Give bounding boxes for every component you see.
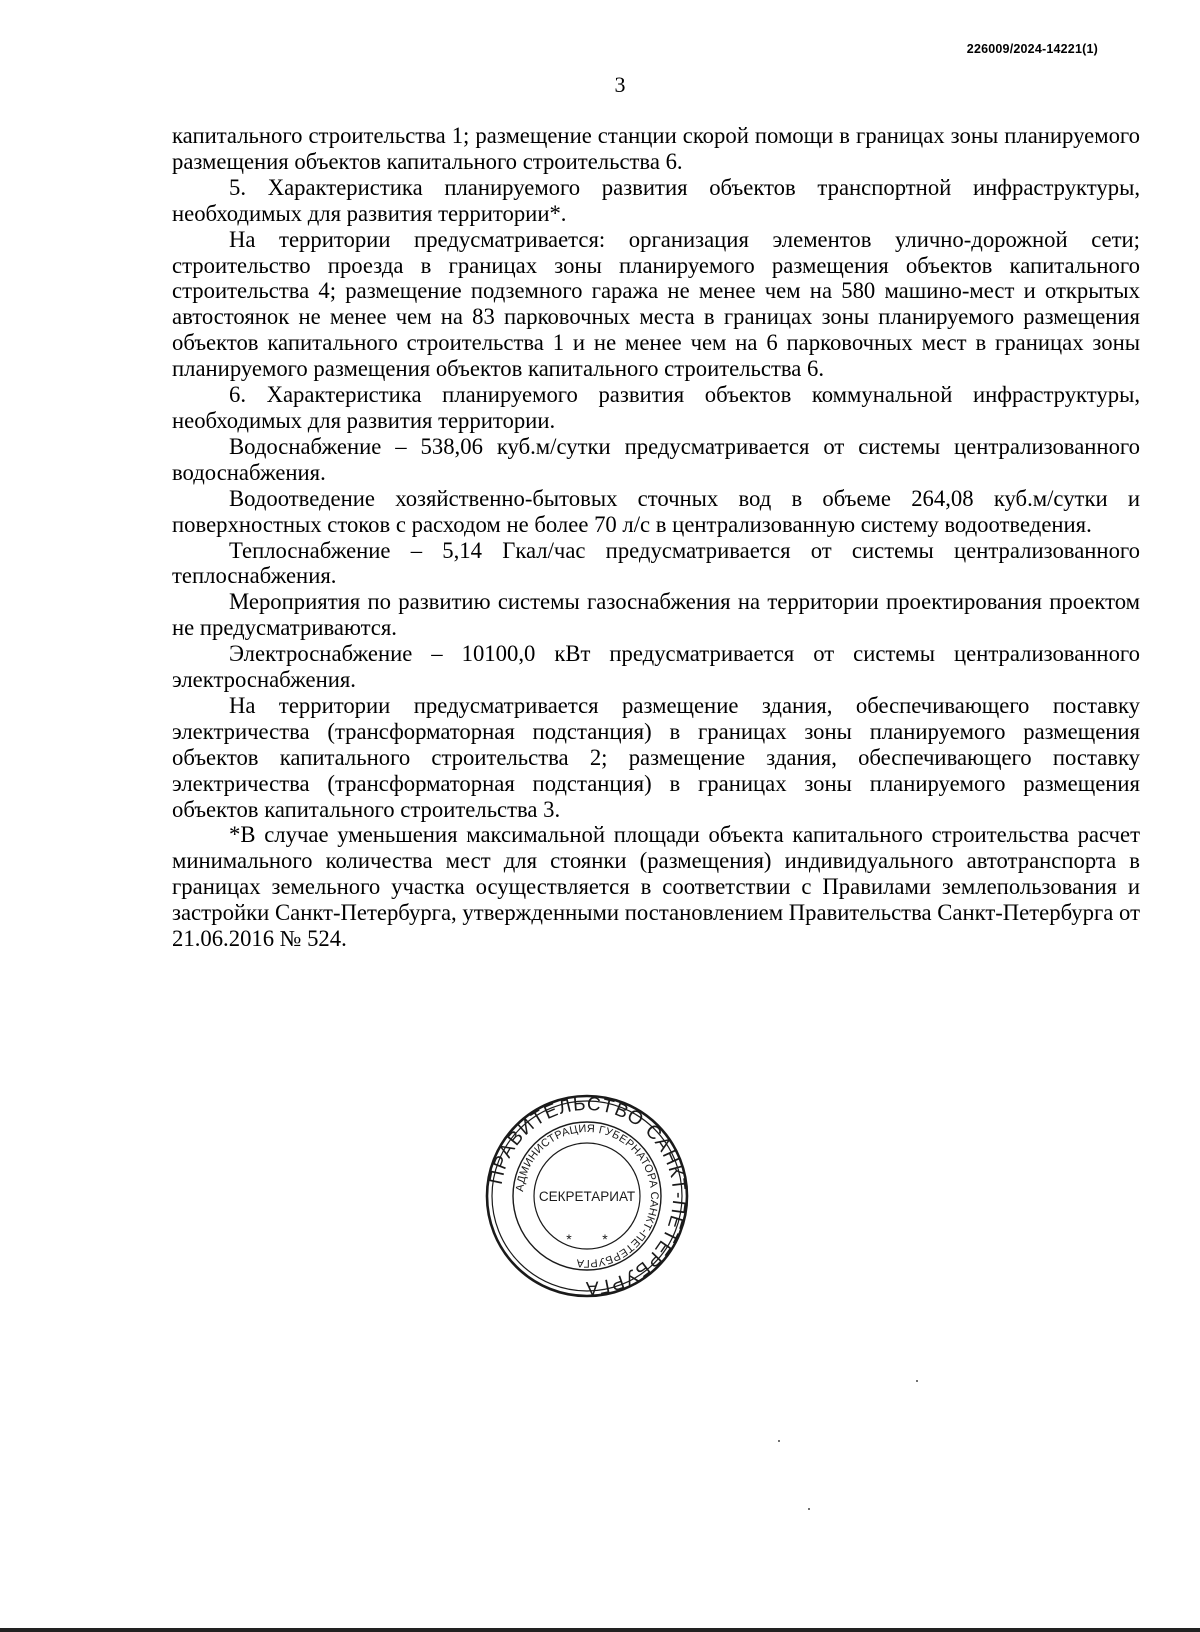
sewerage-paragraph: Водоотведение хозяйственно-бытовых сточных вод в объеме 264,08 куб.м/сутки и поверхностных стоков с расходом не более 70 л/с в централизованную систему водоотведения. [172, 485, 1140, 537]
heat-supply-paragraph: Теплоснабжение – 5,14 Гкал/час предусматривается от системы централизованного теплоснабжения. [172, 537, 1140, 589]
section-6-heading: 6. Характеристика планируемого развития объектов коммунальной инфраструктуры, необходимых для развития территории. [172, 382, 1140, 433]
water-supply-paragraph: Водоснабжение – 538,06 куб.м/сутки предусматривается от системы централизованного водоснабжения. [172, 433, 1140, 485]
transport-paragraph: На территории предусматривается: организация элементов улично-дорожной сети; строительство проезда в границах зоны планируемого размещения объектов капитального строительства 4; размещение подземного гаража не менее чем на 580 машино-мест и открытых автостоянок не менее чем на 83 парковочных места в границах зоны планируемого размещения объектов капитального строительства 1 и не менее чем на 6 парковочных мест в границах зоны планируемого размещения объектов капитального строительства 6. [172, 226, 1140, 382]
document-body [172, 123, 1140, 952]
seal-center-text: СЕКРЕТАРИАТ [538, 1189, 636, 1204]
seal-inner-text: АДМИНИСТРАЦИЯ ГУБЕРНАТОРА САНКТ-ПЕТЕРБУРГА [514, 1122, 661, 1270]
substation-paragraph: На территории предусматривается размещение здания, обеспечивающего поставку электричества (трансформаторная подстанция) в границах зоны планируемого размещения объектов капитального строительства 2; размещение здания, обеспечивающего поставку электричества (трансформаторная подстанция) в границах зоны планируемого размещения объектов капитального строительства 3. [172, 692, 1140, 822]
section-5-heading: 5. Характеристика планируемого развития объектов транспортной инфраструктуры, необходимых для развития территории*. [172, 174, 1140, 226]
scan-speck [916, 1380, 918, 1382]
paragraph-continuation: капитального строительства 1; размещение станции скорой помощи в границах зоны планируемого размещения объектов капитального строительства 6. [172, 123, 1140, 174]
seal-outer-text: ПРАВИТЕЛЬСТВО САНКТ-ПЕТЕРБУРГА [485, 1094, 689, 1298]
scan-speck [808, 1508, 810, 1510]
gas-supply-paragraph: Мероприятия по развитию системы газоснабжения на территории проектирования проектом не предусматриваются. [172, 589, 1140, 641]
seal-graphic [485, 1094, 689, 1298]
scan-speck [778, 1440, 780, 1442]
seal-star-right-icon: * [602, 1231, 608, 1247]
seal-star-left-icon: * [566, 1231, 572, 1247]
page-number: 3 [614, 72, 626, 97]
document-number: 226009/2024-14221(1) [966, 42, 1098, 56]
official-seal-stamp [485, 1094, 689, 1298]
power-supply-paragraph: Электроснабжение – 10100,0 кВт предусматривается от системы централизованного электроснабжения. [172, 641, 1140, 693]
footnote-paragraph: *В случае уменьшения максимальной площади объекта капитального строительства расчет минимального количества мест для стоянки (размещения) индивидуального автотранспорта в границах земельного участка осуществляется в соответствии с Правилами землепользования и застройки Санкт-Петербурга, утвержденными постановлением Правительства Санкт-Петербурга от 21.06.2016 № 524. [172, 822, 1140, 952]
scan-bottom-edge [0, 1628, 1200, 1632]
